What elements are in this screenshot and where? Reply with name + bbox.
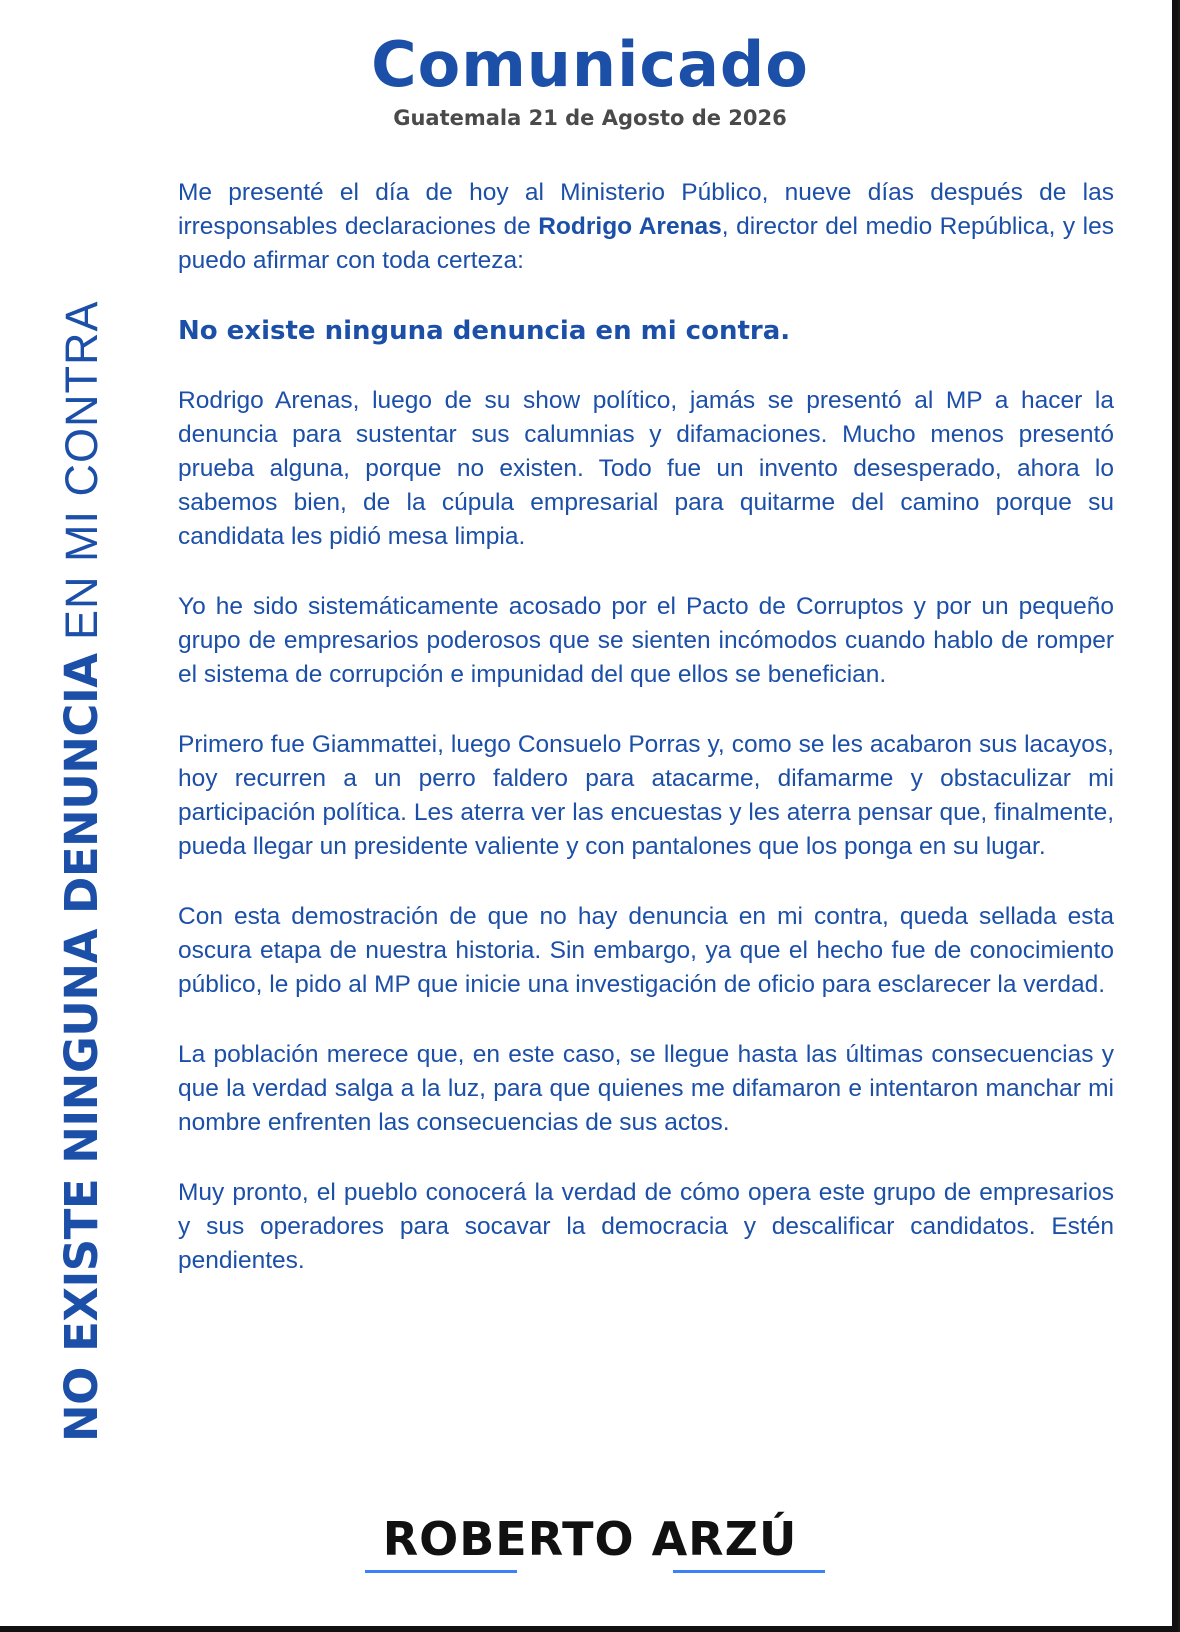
side-slogan-thin: EN MI CONTRA	[56, 300, 107, 654]
paragraph-6: La población merece que, en este caso, se llegue hasta las últimas consecuencias y que la verdad salga a la luz, para que quienes me difamaron e intentaron manchar mi nombre enfrenten las consecuencias de sus actos.	[178, 1041, 1114, 1136]
signature-name: ROBERTO ARZÚ	[382, 1512, 798, 1566]
paragraph-1-text-a: Me presenté el día de hoy al Ministerio Público, nueve días después de las irresponsables declaraciones de	[178, 179, 1114, 240]
highlighted-name: Rodrigo Arenas	[538, 213, 722, 240]
signature-underline-left	[365, 1570, 517, 1573]
signature-underline-right	[673, 1570, 825, 1573]
paragraph-4: Primero fue Giammattei, luego Consuelo Porras y, como se les acabaron sus lacayos, hoy recurren a un perro faldero para atacarme, difamarme y obstaculizar mi participación política. Les aterra ver las encuestas y les aterra pensar que, finalmente, pueda llegar un presidente valiente y con pantalones que los ponga en su lugar.	[178, 731, 1114, 860]
document-title: Comunicado	[371, 28, 809, 101]
paragraph-7: Muy pronto, el pueblo conocerá la verdad de cómo opera este grupo de empresarios y sus operadores para socavar la democracia y descalificar candidatos. Estén pendientes.	[178, 1179, 1114, 1274]
statement-body	[178, 176, 1114, 1278]
document-date: Guatemala 21 de Agosto de 2026	[393, 106, 787, 130]
paragraph-5: Con esta demostración de que no hay denuncia en mi contra, queda sellada esta oscura etapa de nuestra historia. Sin embargo, ya que el hecho fue de conocimiento público, le pido al MP que inicie una investigación de oficio para esclarecer la verdad.	[178, 903, 1114, 998]
paragraph-2: Rodrigo Arenas, luego de su show político, jamás se presentó al MP a hacer la denuncia para sustentar sus calumnias y difamaciones. Mucho menos presentó prueba alguna, porque no existen. Todo fue un invento desesperado, ahora lo sabemos bien, de la cúpula empresarial para quitarme del camino porque su candidata les pidió mesa limpia.	[178, 387, 1114, 550]
statement-headline: No existe ninguna denuncia en mi contra.	[178, 316, 791, 346]
paragraph-1-text-b: , director del medio República, y les puedo afirmar con toda certeza:	[178, 213, 1114, 274]
side-vertical-slogan	[50, 178, 114, 1442]
side-slogan-bold: NO EXISTE NINGUNA DENUNCIA	[55, 653, 108, 1442]
paragraph-3: Yo he sido sistemáticamente acosado por el Pacto de Corruptos y por un pequeño grupo de empresarios poderosos que se sienten incómodos cuando hablo de romper el sistema de corrupción e impunidad del que ellos se benefician.	[178, 593, 1114, 688]
signature-logo	[0, 1512, 1180, 1566]
paragraph-1	[178, 176, 1114, 278]
